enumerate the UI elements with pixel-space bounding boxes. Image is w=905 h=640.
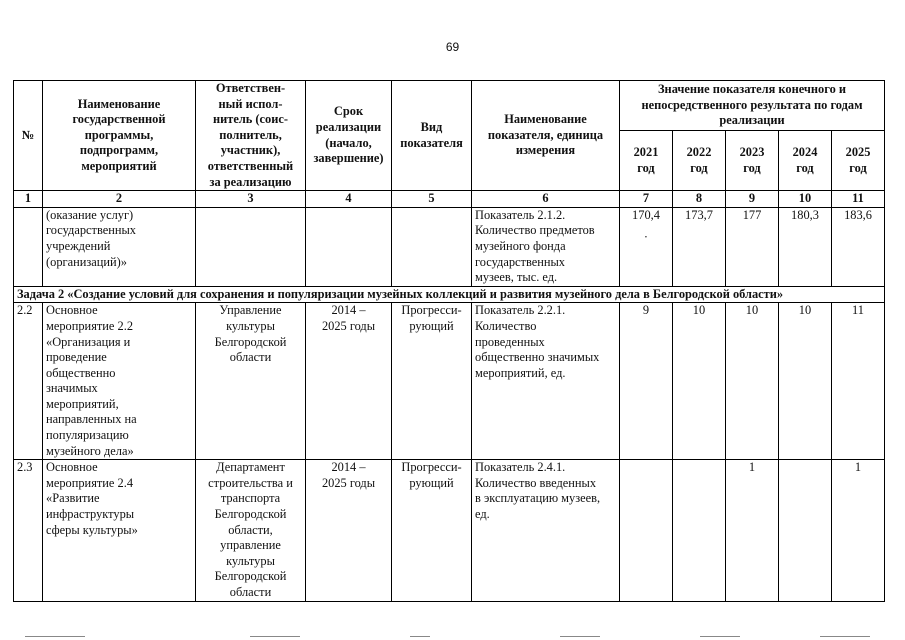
column-number: 9 (726, 191, 779, 208)
cell-responsible: Департамент строительства и транспорта Белгородской области, управление культуры Белгородской области (196, 460, 306, 601)
cell-period: 2014 – 2025 годы (306, 303, 392, 460)
cell-value-2022 (673, 460, 726, 601)
table-row-2-3 (14, 460, 885, 601)
cell-program: Основное мероприятие 2.2 «Организация и проведение общественно значимых мероприятий, направленных на популяризацию музейного дела» (43, 303, 196, 460)
header-responsible: Ответствен- ный испол- нитель (соис- полнитель, участник), ответственный за реализацию (196, 81, 306, 191)
column-number: 4 (306, 191, 392, 208)
task-row (14, 286, 885, 303)
header-year-2023: 2023 год (726, 131, 779, 191)
column-number: 10 (779, 191, 832, 208)
cell-value-2023: 10 (726, 303, 779, 460)
cell-value-2024 (779, 460, 832, 601)
cell-value-2025: 183,6 (832, 207, 885, 286)
cell-program: Основное мероприятие 2.4 «Развитие инфраструктуры сферы культуры» (43, 460, 196, 601)
cell-responsible (196, 207, 306, 286)
scan-edge-mark (560, 636, 600, 637)
page-number: 69 (445, 40, 460, 54)
header-num: № (14, 81, 43, 191)
scan-mark: · (643, 230, 649, 245)
scan-edge-marks (0, 632, 905, 640)
cell-program: (оказание услуг) государственных учреждений (организаций)» (43, 207, 196, 286)
column-number: 7 (620, 191, 673, 208)
scan-edge-mark (820, 636, 870, 637)
scan-edge-mark (700, 636, 740, 637)
header-year-2025: 2025 год (832, 131, 885, 191)
cell-type (392, 207, 472, 286)
header-type: Вид показателя (392, 81, 472, 191)
cell-value-2023: 177 (726, 207, 779, 286)
cell-num (14, 207, 43, 286)
column-number: 6 (472, 191, 620, 208)
cell-num: 2.3 (14, 460, 43, 601)
task-2-heading: Задача 2 «Создание условий для сохранения и популяризации музейных коллекций и развития музейного дела в Белгородской области» (14, 286, 885, 303)
table-row-continuation (14, 207, 885, 286)
cell-value-2025: 1 (832, 460, 885, 601)
cell-indicator: Показатель 2.4.1. Количество введенных в эксплуатацию музеев, ед. (472, 460, 620, 601)
cell-type: Прогресси- рующий (392, 460, 472, 601)
scan-edge-mark (250, 636, 300, 637)
scan-edge-mark (410, 636, 430, 637)
header-values-group: Значение показателя конечного и непосредственного результата по годам реализации (620, 81, 885, 131)
cell-num: 2.2 (14, 303, 43, 460)
cell-value-2021 (620, 460, 673, 601)
header-year-2021: 2021 год (620, 131, 673, 191)
header-year-2024: 2024 год (779, 131, 832, 191)
cell-value-2021: 9 (620, 303, 673, 460)
header-indicator: Наименование показателя, единица измерения (472, 81, 620, 191)
cell-value-2023: 1 (726, 460, 779, 601)
cell-value-2024: 180,3 (779, 207, 832, 286)
header-row-1 (14, 81, 885, 131)
cell-period (306, 207, 392, 286)
header-year-2022: 2022 год (673, 131, 726, 191)
column-number: 8 (673, 191, 726, 208)
column-number: 5 (392, 191, 472, 208)
cell-value-2021: 170,4 · (620, 207, 673, 286)
column-number: 11 (832, 191, 885, 208)
header-period: Срок реализации (начало, завершение) (306, 81, 392, 191)
column-number-row (14, 191, 885, 208)
cell-indicator: Показатель 2.1.2. Количество предметов музейного фонда государственных музеев, тыс. ед. (472, 207, 620, 286)
column-number: 1 (14, 191, 43, 208)
cell-value-2025: 11 (832, 303, 885, 460)
cell-value-2022: 173,7 (673, 207, 726, 286)
header-program: Наименование государственной программы, подпрограмм, мероприятий (43, 81, 196, 191)
column-number: 2 (43, 191, 196, 208)
cell-value-2022: 10 (673, 303, 726, 460)
column-number: 3 (196, 191, 306, 208)
indicators-table (13, 80, 885, 602)
cell-type: Прогресси- рующий (392, 303, 472, 460)
cell-period: 2014 – 2025 годы (306, 460, 392, 601)
cell-indicator: Показатель 2.2.1. Количество проведенных общественно значимых мероприятий, ед. (472, 303, 620, 460)
table-row-2-2 (14, 303, 885, 460)
scan-edge-mark (25, 636, 85, 637)
cell-responsible: Управление культуры Белгородской области (196, 303, 306, 460)
cell-value-2024: 10 (779, 303, 832, 460)
